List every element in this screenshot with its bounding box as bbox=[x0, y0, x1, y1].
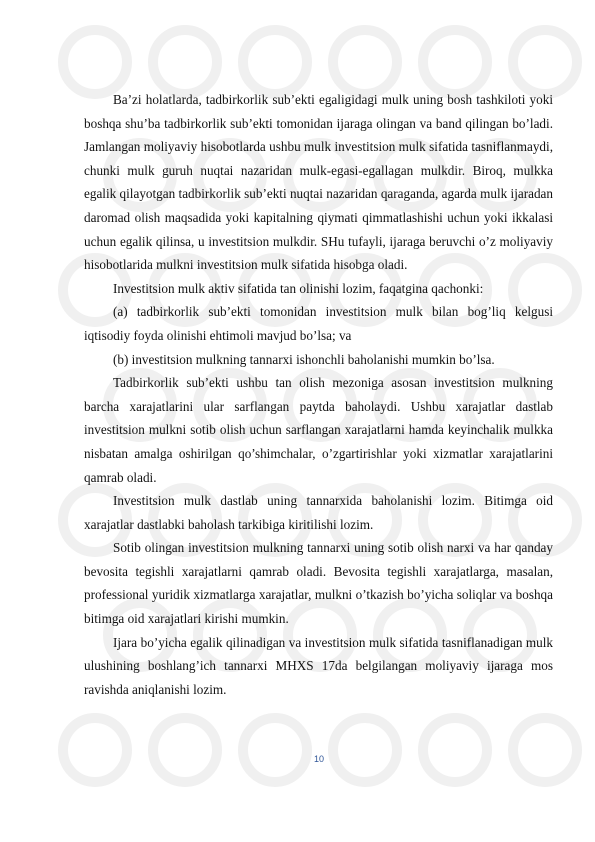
paragraph-purchase-cost: Sotib olingan investitsion mulkning tannarxi uning sotib olish narxi va har qanday bevosita tegishli xarajatlarni qamrab oladi. Bevosita tegishli xarajatlarga, masalan, professional yuridik xizmatlarga xarajatlar, mulkni o’tkazish bo’yicha soliqlar va boshqa bitimga oid xarajatlari kirishi mumkin. bbox=[84, 540, 553, 627]
criterion-b: (b) investitsion mulkning tannarxi ishonchli baholanishi mumkin bo’lsa. bbox=[113, 351, 495, 367]
paragraph-costs: Tadbirkorlik sub’ekti ushbu tan olish mezoniga asosan investitsion mulkning barcha xarajatlarini ular sarflangan paytda baholaydi. Ushbu xarajatlar dastlab investitsion mulkni sotib olish uchun sarflangan xarajatlarni hamda keyinchalik mulkka nisbatan amalga oshirilgan qo’shimchalar, o’zgartirishlar yoki xizmatlar xarajatlarini qamrab oladi. bbox=[84, 375, 553, 485]
paragraph-intra-group-lease: Ba’zi holatlarda, tadbirkorlik sub’ekti egaligidagi mulk uning bosh tashkiloti yoki boshqa shu’ba tadbirkorlik sub’ekti tomonidan ijaraga olingan va band qilingan bo’ladi. Jamlangan moliyaviy hisobotlarda ushbu mulk investitsion mulk sifatida tasniflanmaydi, chunki mulk guruh nuqtai nazaridan mulk-egasi-egallagan mulkdir. Biroq, mulkka egalik qilayotgan tadbirkorlik sub’ekti nuqtai nazaridan qaraganda, agarda mulk ijaradan daromad olish maqsadida yoki kapitalning qiymati qimmatlashishi uchun yoki ikkalasi uchun egalik qilinsa, u investitsion mulkdir. SHu tufayli, ijaraga beruvchi o’z moliyaviy hisobotlarida mulkni investitsion mulk sifatida hisobga oladi. bbox=[84, 92, 553, 273]
document-body bbox=[84, 88, 553, 701]
page-number: 10 bbox=[313, 754, 324, 764]
paragraph-initial-measurement: Investitsion mulk dastlab uning tannarxida baholanishi lozim. Bitimga oid xarajatlar dastlabki baholash tarkibiga kiritilishi lozim. bbox=[84, 493, 553, 532]
paragraph-lease-interest: Ijara bo’yicha egalik qilinadigan va investitsion mulk sifatida tasniflanadigan mulk ulushining boshlang’ich tannarxi MHXS 17da belgilangan moliyaviy ijaraga mos ravishda aniqlanishi lozim. bbox=[84, 634, 553, 697]
criterion-a: (a) tadbirkorlik sub’ekti tomonidan investitsion mulk bilan bog’liq kelgusi iqtisodiy foyda olinishi ehtimoli mavjud bo’lsa; va bbox=[84, 304, 553, 343]
paragraph-recognition-criteria: Investitsion mulk aktiv sifatida tan olinishi lozim, faqatgina qachonki: bbox=[113, 280, 484, 296]
